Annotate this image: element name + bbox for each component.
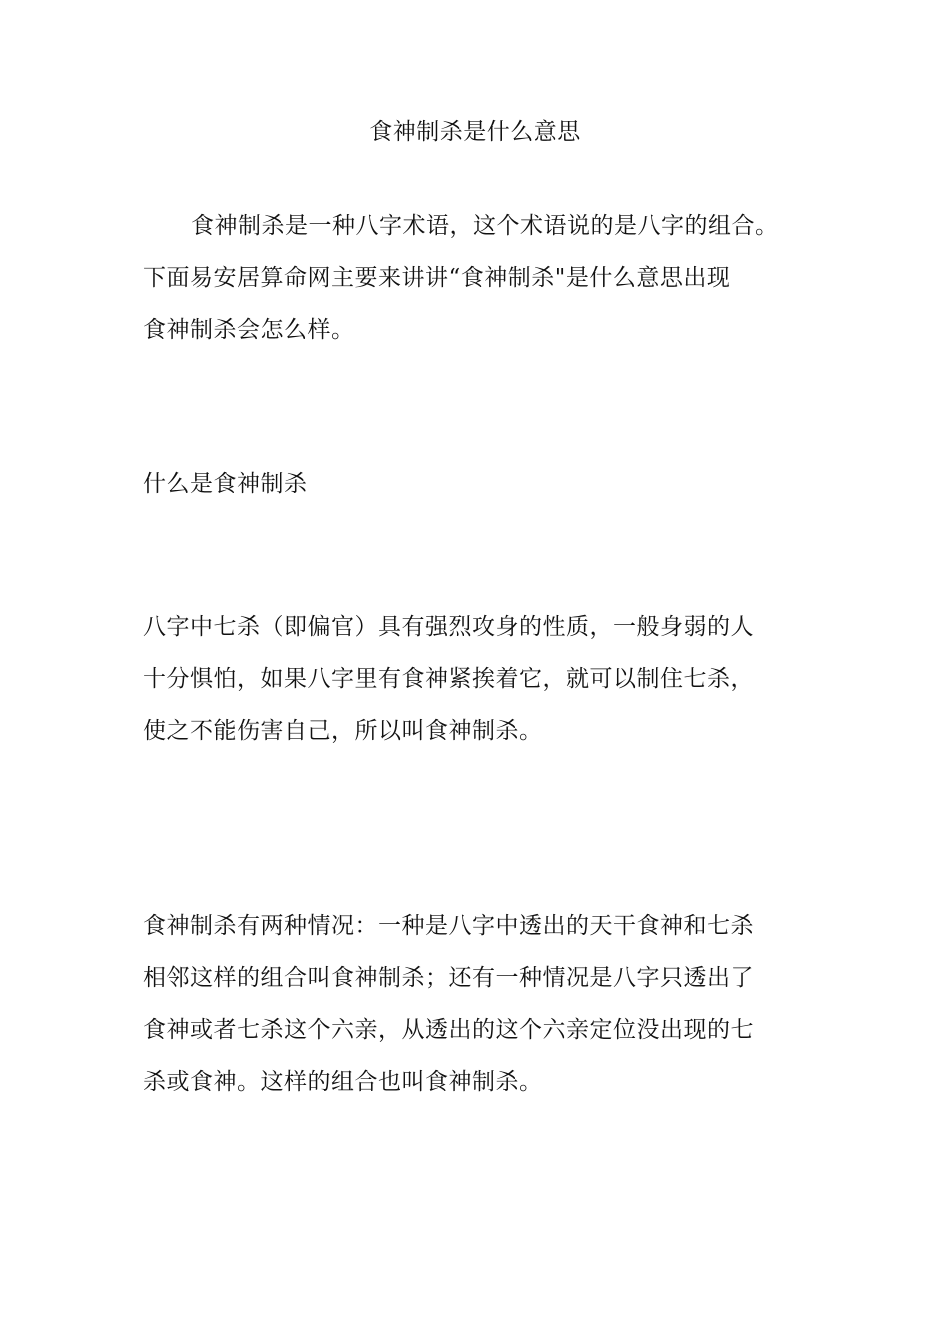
intro-line-1: 食神制杀是一种八字术语，这个术语说的是八字的组合。 [191,213,779,239]
intro-line-2: 下面易安居算命网主要来讲讲“食神制杀"是什么意思出现 [143,265,731,291]
section1-line-2: 十分惧怕，如果八字里有食神紧挨着它，就可以制住七杀， [143,666,754,692]
section2-line-2: 相邻这样的组合叫食神制杀；还有一种情况是八字只透出了 [143,965,754,991]
section2-line-3: 食神或者七杀这个六亲，从透出的这个六亲定位没出现的七 [143,1017,754,1043]
intro-paragraph [143,200,779,356]
section-heading [143,458,308,510]
section2-line-4: 杀或食神。这样的组合也叫食神制杀。 [143,1069,543,1095]
section1-paragraph [143,601,754,757]
section-heading-text: 什么是食神制杀 [143,471,308,497]
section2-paragraph [143,900,754,1108]
intro-line-3: 食神制杀会怎么样。 [143,317,355,343]
section2-line-1: 食神制杀有两种情况：一种是八字中透出的天干食神和七杀 [143,913,754,939]
section1-line-1: 八字中七杀（即偏官）具有强烈攻身的性质，一般身弱的人 [143,614,754,640]
document-title: 食神制杀是什么意思 [369,119,581,145]
section1-line-3: 使之不能伤害自己，所以叫食神制杀。 [143,718,543,744]
